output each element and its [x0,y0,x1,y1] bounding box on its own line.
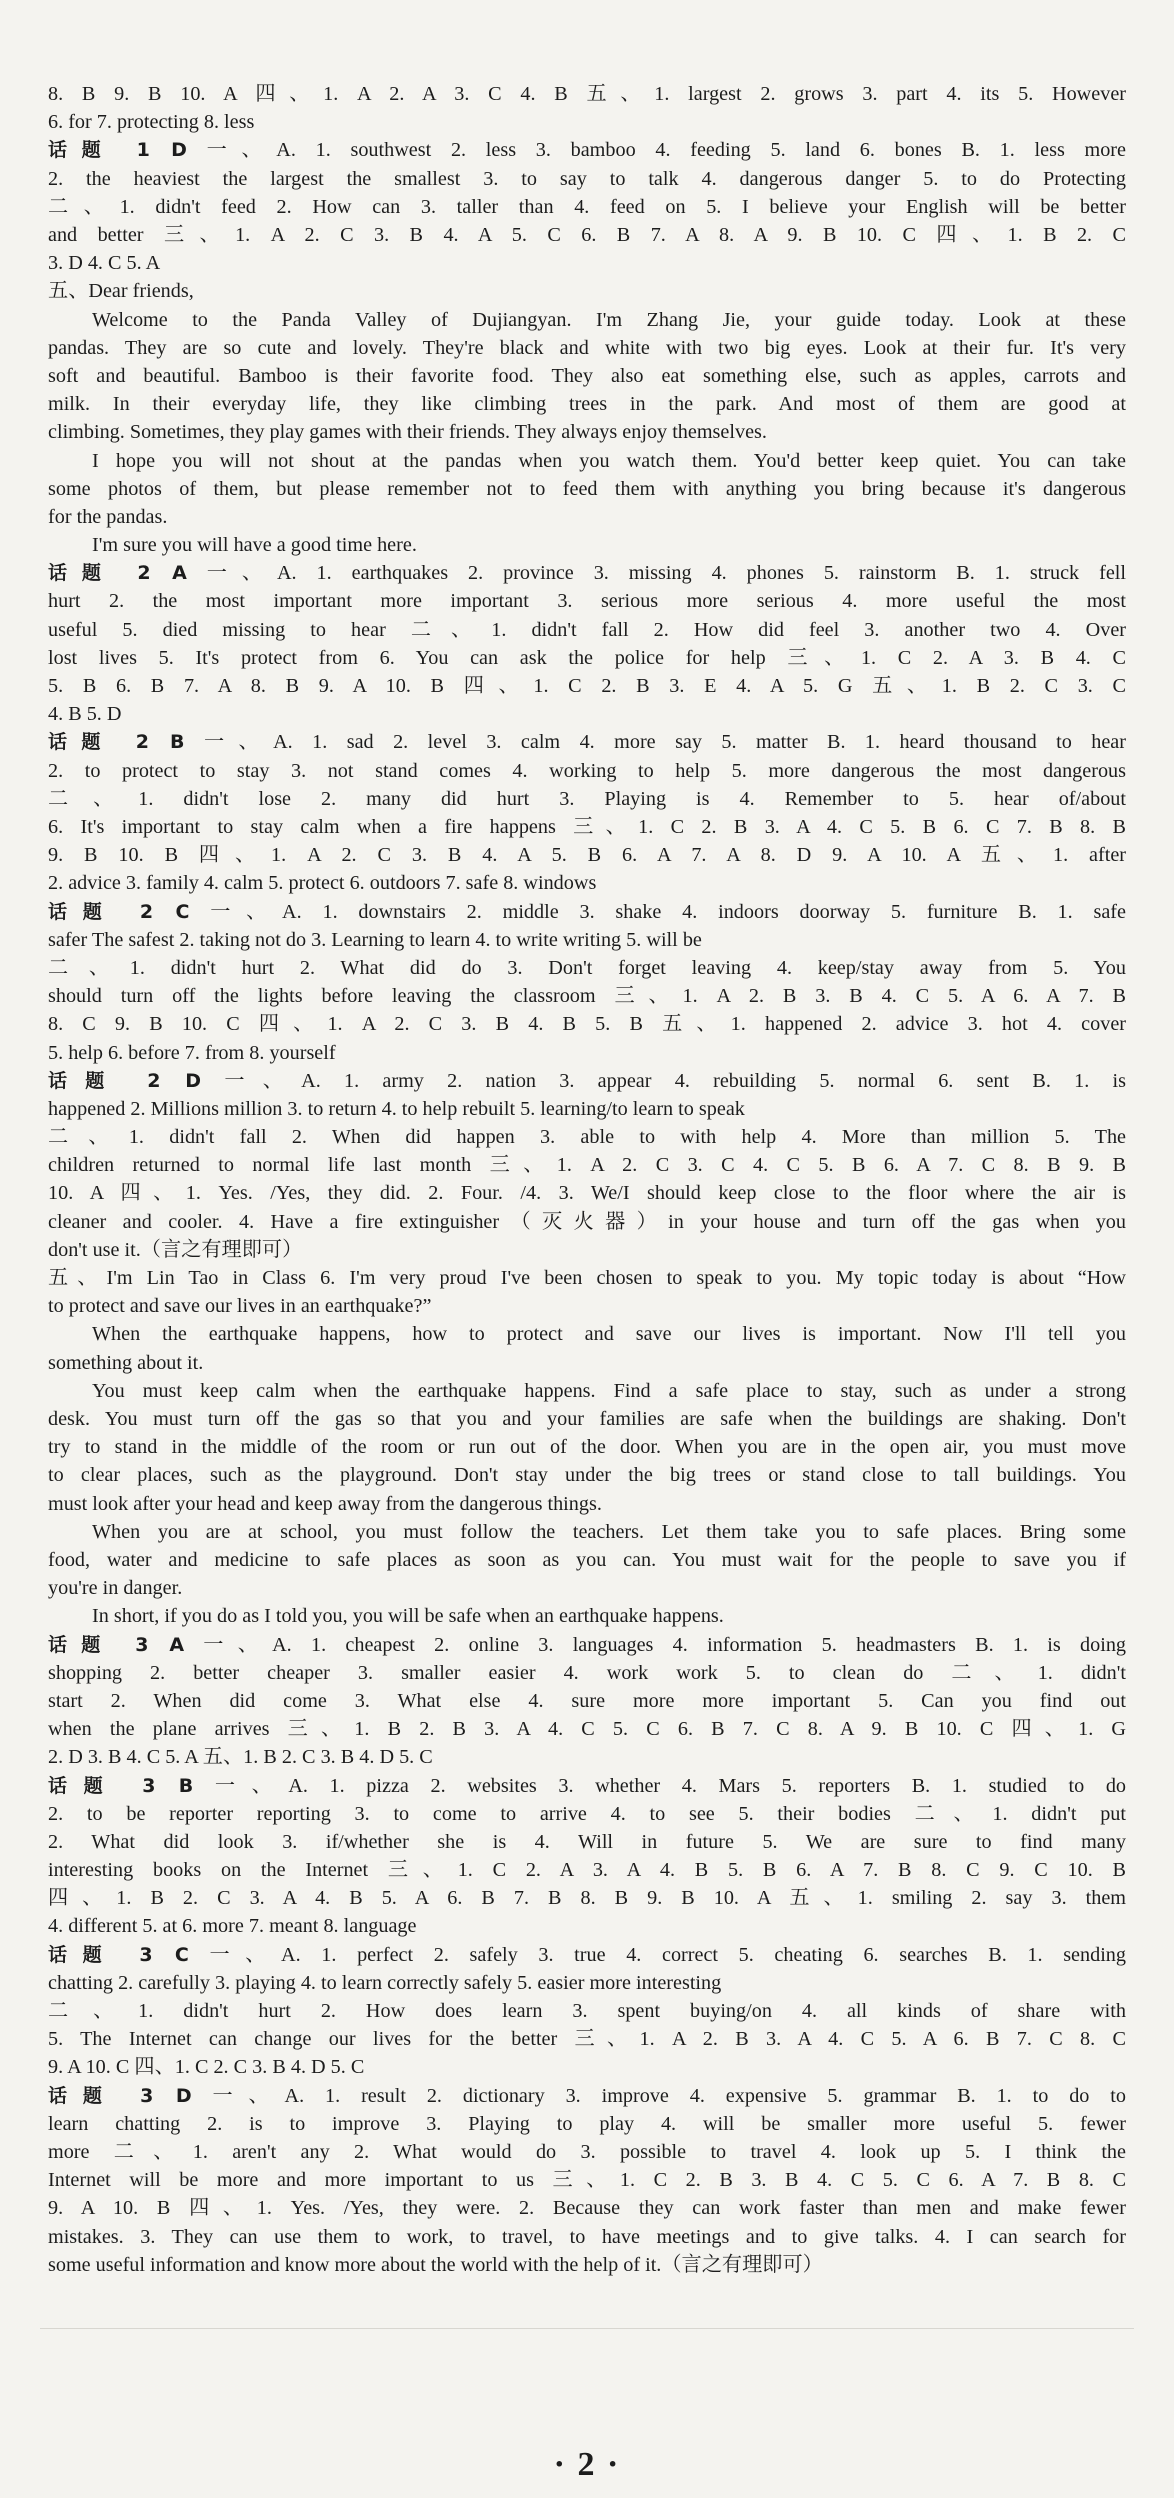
text-line [48,1997,1126,2025]
line-text: 一、A. 1. cheapest 2. online 3. languages 4. information 5. headmasters B. 1. is doing [203,1633,1126,1656]
line-text: I hope you will not shout at the pandas when you watch them. You'd better keep quiet. You can take [92,449,1126,472]
text-line [48,1179,1126,1207]
line-text: you're in danger. [48,1577,183,1600]
text-line [48,1208,1126,1236]
text-line [48,644,1126,672]
text-line [48,1433,1126,1461]
text-line [48,1518,1126,1546]
line-text: something about it. [48,1351,204,1374]
text-line [48,1912,1126,1940]
line-text: food, water and medicine to safe places as soon as you can. You must wait for the people to save you if [48,1548,1126,1571]
line-text: 二、1. didn't hurt 2. How does learn 3. spent buying/on 4. all kinds of share with [48,2000,1126,2023]
line-text: 9. A 10. B 四、1. Yes. /Yes, they were. 2. Because they can work faster than men and make fewer [48,2197,1126,2220]
text-line [48,1292,1126,1320]
topic-label: 话题 2 B [48,731,185,754]
text-line [48,1010,1126,1038]
text-line [48,559,1126,587]
line-text: 一、A. 1. earthquakes 2. province 3. missing 4. phones 5. rainstorm B. 1. struck fell [206,562,1126,585]
text-line [48,221,1126,249]
text-line [48,475,1126,503]
line-text: lost lives 5. It's protect from 6. You can ask the police for help 三、1. C 2. A 3. B 4. C [48,646,1126,669]
line-text: Internet will be more and more important to us 三、1. C 2. B 3. B 4. C 5. C 6. A 7. B 8. C [48,2169,1126,2192]
topic-label: 话题 3 D [48,2084,192,2107]
text-line [48,362,1126,390]
line-text: 一、A. 1. sad 2. level 3. calm 4. more say 5. matter B. 1. heard thousand to hear [203,731,1126,754]
text-line [48,1659,1126,1687]
line-text: when the plane arrives 三、1. B 2. B 3. A 4. C 5. C 6. B 7. C 8. A 9. B 10. C 四、1. G [48,1718,1126,1741]
text-line [48,1264,1126,1292]
text-line [48,587,1126,615]
line-text: 9. A 10. C 四、1. C 2. C 3. B 4. D 5. C [48,2056,365,2079]
text-line [48,1320,1126,1348]
line-text: milk. In their everyday life, they like climbing trees in the park. And most of them are good at [48,393,1126,416]
text-line [48,1461,1126,1489]
text-line [48,1490,1126,1518]
line-text: chatting 2. carefully 3. playing 4. to learn correctly safely 5. easier more interesting [48,1971,722,1994]
line-text: You must keep calm when the earthquake happens. Find a safe place to stay, such as under a strong [92,1379,1126,1402]
text-line [48,306,1126,334]
line-text: learn chatting 2. is to improve 3. Playing to play 4. will be smaller more useful 5. fewer [48,2112,1126,2135]
line-text: 二、1. didn't fall 2. When did happen 3. able to with help 4. More than million 5. The [48,1126,1126,1149]
topic-label: 话题 2 A [48,562,187,585]
line-text: 二、1. didn't feed 2. How can 3. taller than 4. feed on 5. I believe your English will be better [48,195,1126,218]
text-line [48,1602,1126,1630]
text-line [48,785,1126,813]
text-line [48,277,1126,305]
text-line [48,447,1126,475]
line-text: 2. to be reporter reporting 3. to come to arrive 4. to see 5. their bodies 二、1. didn't put [48,1802,1126,1825]
line-text: 二、1. didn't lose 2. many did hurt 3. Playing is 4. Remember to 5. hear of/about [48,787,1126,810]
line-text: some photos of them, but please remember not to feed them with anything you bring because it's dangerous [48,477,1126,500]
text-line [48,1884,1126,1912]
line-text: to clear places, such as the playground. Don't stay under the big trees or stand close to tall buildings. You [48,1464,1126,1487]
line-text: 2. the heaviest the largest the smallest 3. to say to talk 4. dangerous danger 5. to do Protecting [48,167,1126,190]
line-text: must look after your head and keep away from the dangerous things. [48,1492,602,1515]
line-text: and better 三、1. A 2. C 3. B 4. A 5. C 6. B 7. A 8. A 9. B 10. C 四、1. B 2. C [48,223,1126,246]
line-text: 2. D 3. B 4. C 5. A 五、1. B 2. C 3. B 4. D 5. C [48,1746,433,1769]
line-text: When the earthquake happens, how to protect and save our lives is important. Now I'll tell you [92,1323,1126,1346]
line-text: 5. help 6. before 7. from 8. yourself [48,1041,336,1064]
line-text: 8. C 9. B 10. C 四、1. A 2. C 3. B 4. B 5. B 五、1. happened 2. advice 3. hot 4. cover [48,1013,1126,1036]
line-text: start 2. When did come 3. What else 4. sure more more important 5. Can you find out [48,1689,1126,1712]
line-text: safer The safest 2. taking not do 3. Learning to learn 4. to write writing 5. will be [48,928,702,951]
line-text: try to stand in the middle of the room or run out of the door. When you are in the open air, you must move [48,1436,1126,1459]
line-text: In short, if you do as I told you, you will be safe when an earthquake happens. [92,1605,724,1628]
text-line [48,418,1126,446]
text-line [48,1772,1126,1800]
text-line [48,165,1126,193]
text-line [48,2251,1126,2279]
text-line [48,1743,1126,1771]
line-text: 4. different 5. at 6. more 7. meant 8. language [48,1915,417,1938]
topic-label: 话题 3 B [48,1774,194,1797]
answer-key-content [48,80,1126,2279]
text-line [48,757,1126,785]
text-line [48,841,1126,869]
page-number: · 2 · [553,2446,621,2483]
topic-label: 话题 1 D [48,139,187,162]
line-text: interesting books on the Internet 三、1. C 2. A 3. A 4. B 5. B 6. A 7. B 8. C 9. C 10. B [48,1859,1126,1882]
line-text: 5. The Internet can change our lives for the better 三、1. A 2. B 3. A 4. C 5. A 6. B 7. C 8. C [48,2028,1126,2051]
line-text: 6. It's important to stay calm when a fire happens 三、1. C 2. B 3. A 4. C 5. B 6. C 7. B 8. B [48,815,1126,838]
text-line [48,1941,1126,1969]
text-line [48,672,1126,700]
line-text: 5. B 6. B 7. A 8. B 9. A 10. B 四、1. C 2. B 3. E 4. A 5. G 五、1. B 2. C 3. C [48,675,1126,698]
text-line [48,1067,1126,1095]
line-text: 五、Dear friends, [48,280,194,303]
line-text: When you are at school, you must follow the teachers. Let them take you to safe places. Bring some [92,1520,1126,1543]
line-text: 一、A. 1. southwest 2. less 3. bamboo 4. feeding 5. land 6. bones B. 1. less more [206,139,1126,162]
text-line [48,1574,1126,1602]
line-text: 2. to protect to stay 3. not stand comes 4. working to help 5. more dangerous the most dangerous [48,759,1126,782]
bottom-divider [40,2328,1134,2329]
line-text: 2. What did look 3. if/whether she is 4. Will in future 5. We are sure to find many [48,1830,1126,1853]
topic-label: 话题 3 A [48,1633,185,1656]
line-text: 一、A. 1. downstairs 2. middle 3. shake 4. indoors doorway 5. furniture B. 1. safe [210,900,1126,923]
line-text: 二、1. didn't hurt 2. What did do 3. Don't forget leaving 4. keep/stay away from 5. You [48,956,1126,979]
text-line [48,2194,1126,2222]
line-text: 一、A. 1. perfect 2. safely 3. true 4. correct 5. cheating 6. searches B. 1. sending [209,1943,1126,1966]
text-line [48,390,1126,418]
line-text: 8. B 9. B 10. A 四、1. A 2. A 3. C 4. B 五、1. largest 2. grows 3. part 4. its 5. However [48,83,1126,105]
line-text: cleaner and cooler. 4. Have a fire extinguisher（灭火器）in your house and turn off the gas when you [48,1210,1126,1233]
line-text: soft and beautiful. Bamboo is their favorite food. They also eat something else, such as apples, carrots and [48,364,1126,387]
text-line [48,869,1126,897]
text-line [48,982,1126,1010]
line-text: happened 2. Millions million 3. to return 4. to help rebuilt 5. learning/to learn to speak [48,1097,745,1120]
line-text: climbing. Sometimes, they play games with their friends. They always enjoy themselves. [48,421,767,444]
text-line [48,1828,1126,1856]
line-text: hurt 2. the most important more important 3. serious more serious 4. more useful the most [48,590,1126,613]
line-text: 6. for 7. protecting 8. less [48,111,255,134]
text-line [48,1236,1126,1264]
line-text: 9. B 10. B 四、1. A 2. C 3. B 4. A 5. B 6. A 7. A 8. D 9. A 10. A 五、1. after [48,844,1126,867]
text-line [48,334,1126,362]
text-line [48,1095,1126,1123]
text-line [48,813,1126,841]
topic-label: 话题 2 D [48,1069,202,1092]
line-text: should turn off the lights before leaving the classroom 三、1. A 2. B 3. B 4. C 5. A 6. A 7. B [48,985,1126,1008]
line-text: 五、I'm Lin Tao in Class 6. I'm very proud I've been chosen to speak to you. My topic today is about “How [48,1267,1126,1290]
text-line [48,1405,1126,1433]
text-line [48,954,1126,982]
text-line [48,1969,1126,1997]
line-text: 一、A. 1. pizza 2. websites 3. whether 4. Mars 5. reporters B. 1. studied to do [214,1774,1126,1797]
text-line [48,728,1126,756]
text-line [48,2166,1126,2194]
text-line [48,700,1126,728]
line-text: some useful information and know more about the world with the help of it.（言之有理即可） [48,2253,823,2276]
line-text: desk. You must turn off the gas so that you and your families are safe when the buildings are shaking. Don't [48,1408,1126,1431]
text-line [48,1349,1126,1377]
line-text: 一、A. 1. result 2. dictionary 3. improve 4. expensive 5. grammar B. 1. to do to [212,2084,1126,2107]
text-line [48,2138,1126,2166]
text-line [48,1715,1126,1743]
text-line [48,80,1126,108]
text-line [48,1039,1126,1067]
text-line [48,136,1126,164]
text-line [48,898,1126,926]
text-line [48,1151,1126,1179]
line-text: more 二、1. aren't any 2. What would do 3. possible to travel 4. look up 5. I think the [48,2141,1126,2164]
text-line [48,926,1126,954]
text-line [48,616,1126,644]
line-text: mistakes. 3. They can use them to work, to travel, to have meetings and to give talks. 4. I can search for [48,2225,1126,2248]
topic-label: 话题 3 C [48,1943,189,1966]
line-text: 2. advice 3. family 4. calm 5. protect 6. outdoors 7. safe 8. windows [48,872,597,895]
text-line [48,2025,1126,2053]
text-line [48,531,1126,559]
topic-label: 话题 2 C [48,900,190,923]
line-text: 3. D 4. C 5. A [48,252,161,275]
line-text: useful 5. died missing to hear 二、1. didn't fall 2. How did feel 3. another two 4. Over [48,618,1126,641]
line-text: Welcome to the Panda Valley of Dujiangyan. I'm Zhang Jie, your guide today. Look at these [92,308,1126,331]
text-line [48,1800,1126,1828]
text-line [48,2053,1126,2081]
line-text: to protect and save our lives in an earthquake?” [48,1295,432,1318]
line-text: 4. B 5. D [48,703,122,726]
line-text: don't use it.（言之有理即可） [48,1238,303,1261]
line-text: pandas. They are so cute and lovely. They're black and white with two big eyes. Look at their fur. It's very [48,336,1126,359]
line-text: 四、1. B 2. C 3. A 4. B 5. A 6. B 7. B 8. B 9. B 10. A 五、1. smiling 2. say 3. them [48,1887,1126,1910]
text-line [48,193,1126,221]
line-text: I'm sure you will have a good time here. [92,534,417,557]
line-text: 10. A 四、1. Yes. /Yes, they did. 2. Four. /4. 3. We/I should keep close to the floor where the air is [48,1182,1126,1205]
text-line [48,1631,1126,1659]
text-line [48,249,1126,277]
line-text: children returned to normal life last month 三、1. A 2. C 3. C 4. C 5. B 6. A 7. C 8. B 9. B [48,1154,1126,1177]
text-line [48,2082,1126,2110]
text-line [48,1377,1126,1405]
text-line [48,1856,1126,1884]
line-text: for the pandas. [48,505,168,528]
text-line [48,1123,1126,1151]
text-line [48,503,1126,531]
text-line [48,2223,1126,2251]
text-line [48,1687,1126,1715]
line-text: 一、A. 1. army 2. nation 3. appear 4. rebuilding 5. normal 6. sent B. 1. is [224,1069,1126,1092]
text-line [48,1546,1126,1574]
line-text: shopping 2. better cheaper 3. smaller easier 4. work work 5. to clean do 二、1. didn't [48,1661,1126,1684]
text-line [48,108,1126,136]
text-line [48,2110,1126,2138]
